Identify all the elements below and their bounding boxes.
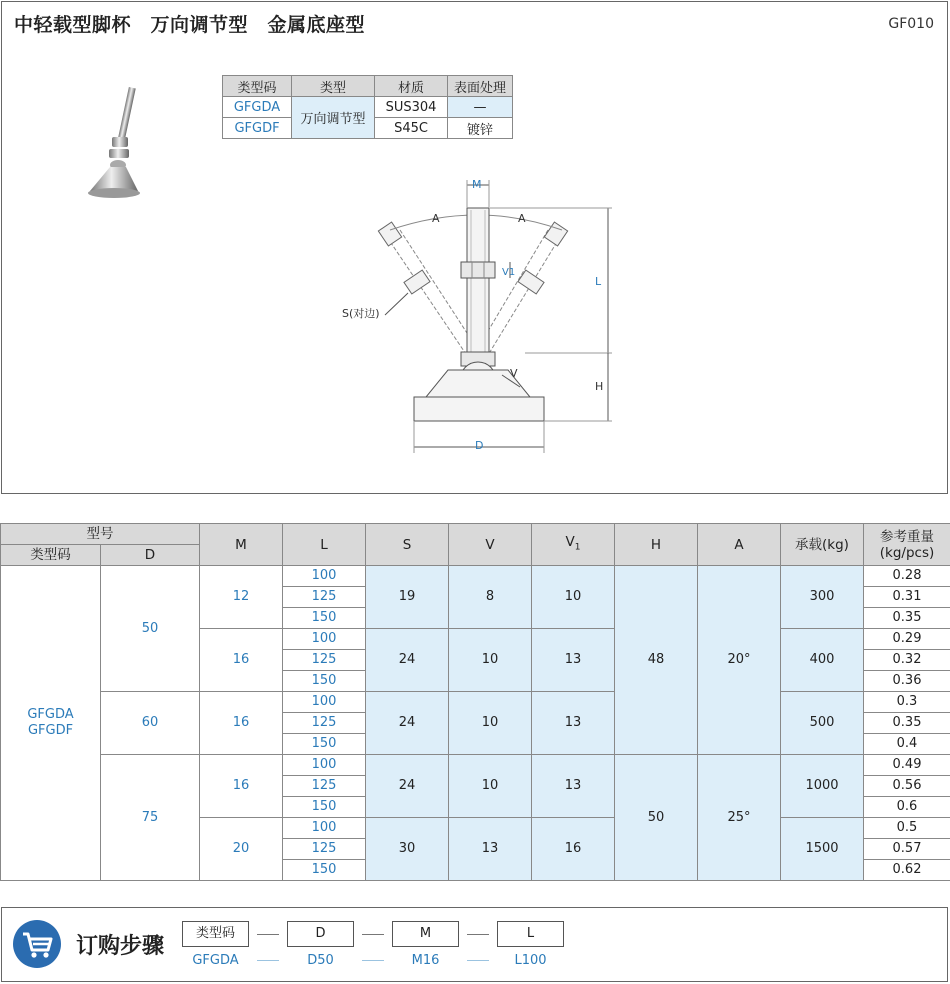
info-header-finish: 表面处理 bbox=[448, 76, 513, 97]
header-h: H bbox=[615, 524, 698, 566]
l-cell: 150 bbox=[283, 608, 366, 629]
h-cell: 50 bbox=[615, 755, 698, 881]
a-cell: 25° bbox=[698, 755, 781, 881]
load-cell: 1500 bbox=[781, 818, 864, 881]
v1-cell: 13 bbox=[532, 755, 615, 818]
order-value-type: GFGDA bbox=[192, 953, 239, 968]
m-cell: 16 bbox=[200, 692, 283, 755]
info-material-f: S45C bbox=[375, 118, 448, 139]
order-box-d: D bbox=[287, 921, 354, 947]
technical-drawing bbox=[330, 175, 630, 465]
type-code-cell bbox=[1, 566, 101, 881]
cart-icon bbox=[13, 920, 61, 968]
l-cell: 150 bbox=[283, 797, 366, 818]
d-cell: 60 bbox=[101, 692, 200, 755]
info-material-a: SUS304 bbox=[375, 97, 448, 118]
weight-cell: 0.3 bbox=[864, 692, 950, 713]
header-weight-line2: (kg/pcs) bbox=[879, 544, 935, 561]
header-a: A bbox=[698, 524, 781, 566]
type-code-line1: GFGDA bbox=[27, 707, 74, 722]
info-header-material: 材质 bbox=[375, 76, 448, 97]
label-m: M bbox=[472, 178, 482, 191]
weight-cell: 0.35 bbox=[864, 713, 950, 734]
order-value-d: D50 bbox=[307, 953, 334, 968]
weight-cell: 0.35 bbox=[864, 608, 950, 629]
header-v1-main: V bbox=[565, 533, 575, 550]
l-cell: 100 bbox=[283, 692, 366, 713]
load-cell: 1000 bbox=[781, 755, 864, 818]
order-box-l: L bbox=[497, 921, 564, 947]
m-cell: 16 bbox=[200, 755, 283, 818]
l-cell: 125 bbox=[283, 650, 366, 671]
product-code: GF010 bbox=[888, 16, 934, 32]
weight-cell: 0.29 bbox=[864, 629, 950, 650]
l-cell: 150 bbox=[283, 860, 366, 881]
l-cell: 125 bbox=[283, 839, 366, 860]
l-cell: 100 bbox=[283, 818, 366, 839]
load-cell: 300 bbox=[781, 566, 864, 629]
label-v1: V1 bbox=[502, 267, 516, 278]
type-info-table bbox=[222, 75, 513, 139]
weight-cell: 0.62 bbox=[864, 860, 950, 881]
s-cell: 30 bbox=[366, 818, 449, 881]
order-dash bbox=[467, 934, 489, 935]
order-value-dash bbox=[257, 960, 279, 961]
info-code-a: GFGDA bbox=[223, 97, 292, 118]
v-cell: 10 bbox=[449, 629, 532, 692]
weight-cell: 0.32 bbox=[864, 650, 950, 671]
l-cell: 150 bbox=[283, 671, 366, 692]
v-cell: 10 bbox=[449, 692, 532, 755]
weight-cell: 0.5 bbox=[864, 818, 950, 839]
order-dash bbox=[362, 934, 384, 935]
header-s: S bbox=[366, 524, 449, 566]
v1-cell: 16 bbox=[532, 818, 615, 881]
weight-cell: 0.36 bbox=[864, 671, 950, 692]
header-m: M bbox=[200, 524, 283, 566]
product-photo bbox=[80, 85, 140, 205]
page-title: 中轻载型脚杯 万向调节型 金属底座型 bbox=[14, 14, 366, 36]
weight-cell: 0.4 bbox=[864, 734, 950, 755]
h-cell: 48 bbox=[615, 566, 698, 755]
v1-cell: 13 bbox=[532, 629, 615, 692]
a-cell: 20° bbox=[698, 566, 781, 755]
m-cell: 16 bbox=[200, 629, 283, 692]
label-h: H bbox=[595, 380, 604, 393]
v-cell: 10 bbox=[449, 755, 532, 818]
header-weight-line1: 参考重量 bbox=[880, 528, 934, 545]
l-cell: 125 bbox=[283, 713, 366, 734]
label-d: D bbox=[475, 439, 484, 452]
load-cell: 500 bbox=[781, 692, 864, 755]
header-v1 bbox=[532, 524, 615, 566]
header-d: D bbox=[101, 545, 200, 566]
header-v: V bbox=[449, 524, 532, 566]
label-a-right: A bbox=[518, 212, 526, 225]
d-cell: 75 bbox=[101, 755, 200, 881]
info-finish-f: 镀锌 bbox=[448, 118, 513, 139]
type-code-line2: GFGDF bbox=[27, 723, 74, 738]
s-cell: 24 bbox=[366, 692, 449, 755]
order-value-dash bbox=[467, 960, 489, 961]
l-cell: 100 bbox=[283, 566, 366, 587]
m-cell: 20 bbox=[200, 818, 283, 881]
header-model: 型号 bbox=[1, 524, 200, 545]
info-code-f: GFGDF bbox=[223, 118, 292, 139]
weight-cell: 0.57 bbox=[864, 839, 950, 860]
l-cell: 125 bbox=[283, 587, 366, 608]
weight-cell: 0.31 bbox=[864, 587, 950, 608]
weight-cell: 0.28 bbox=[864, 566, 950, 587]
header-type-code: 类型码 bbox=[1, 545, 101, 566]
info-finish-a: — bbox=[448, 97, 513, 118]
order-box-type: 类型码 bbox=[182, 921, 249, 947]
info-header-code: 类型码 bbox=[223, 76, 292, 97]
label-a-left: A bbox=[432, 212, 440, 225]
header-v1-sub: 1 bbox=[574, 542, 581, 553]
info-header-type: 类型 bbox=[292, 76, 375, 97]
s-cell: 24 bbox=[366, 629, 449, 692]
load-cell: 400 bbox=[781, 629, 864, 692]
spec-table bbox=[0, 523, 950, 881]
m-cell: 12 bbox=[200, 566, 283, 629]
header-weight bbox=[864, 524, 950, 566]
header-load: 承载(kg) bbox=[781, 524, 864, 566]
order-value-m: M16 bbox=[411, 953, 440, 968]
order-dash bbox=[257, 934, 279, 935]
l-cell: 100 bbox=[283, 629, 366, 650]
d-cell: 50 bbox=[101, 566, 200, 692]
header-l: L bbox=[283, 524, 366, 566]
v1-cell: 10 bbox=[532, 566, 615, 629]
order-value-dash bbox=[362, 960, 384, 961]
order-box-m: M bbox=[392, 921, 459, 947]
v1-cell: 13 bbox=[532, 692, 615, 755]
order-steps-title: 订购步骤 bbox=[76, 934, 165, 959]
v-cell: 8 bbox=[449, 566, 532, 629]
weight-cell: 0.56 bbox=[864, 776, 950, 797]
order-value-l: L100 bbox=[514, 953, 547, 968]
v-cell: 13 bbox=[449, 818, 532, 881]
l-cell: 125 bbox=[283, 776, 366, 797]
l-cell: 150 bbox=[283, 734, 366, 755]
info-type: 万向调节型 bbox=[292, 97, 375, 139]
l-cell: 100 bbox=[283, 755, 366, 776]
label-s: S(对边) bbox=[342, 307, 380, 320]
label-v: V bbox=[510, 367, 518, 380]
label-l: L bbox=[595, 275, 602, 288]
s-cell: 24 bbox=[366, 755, 449, 818]
s-cell: 19 bbox=[366, 566, 449, 629]
weight-cell: 0.49 bbox=[864, 755, 950, 776]
weight-cell: 0.6 bbox=[864, 797, 950, 818]
